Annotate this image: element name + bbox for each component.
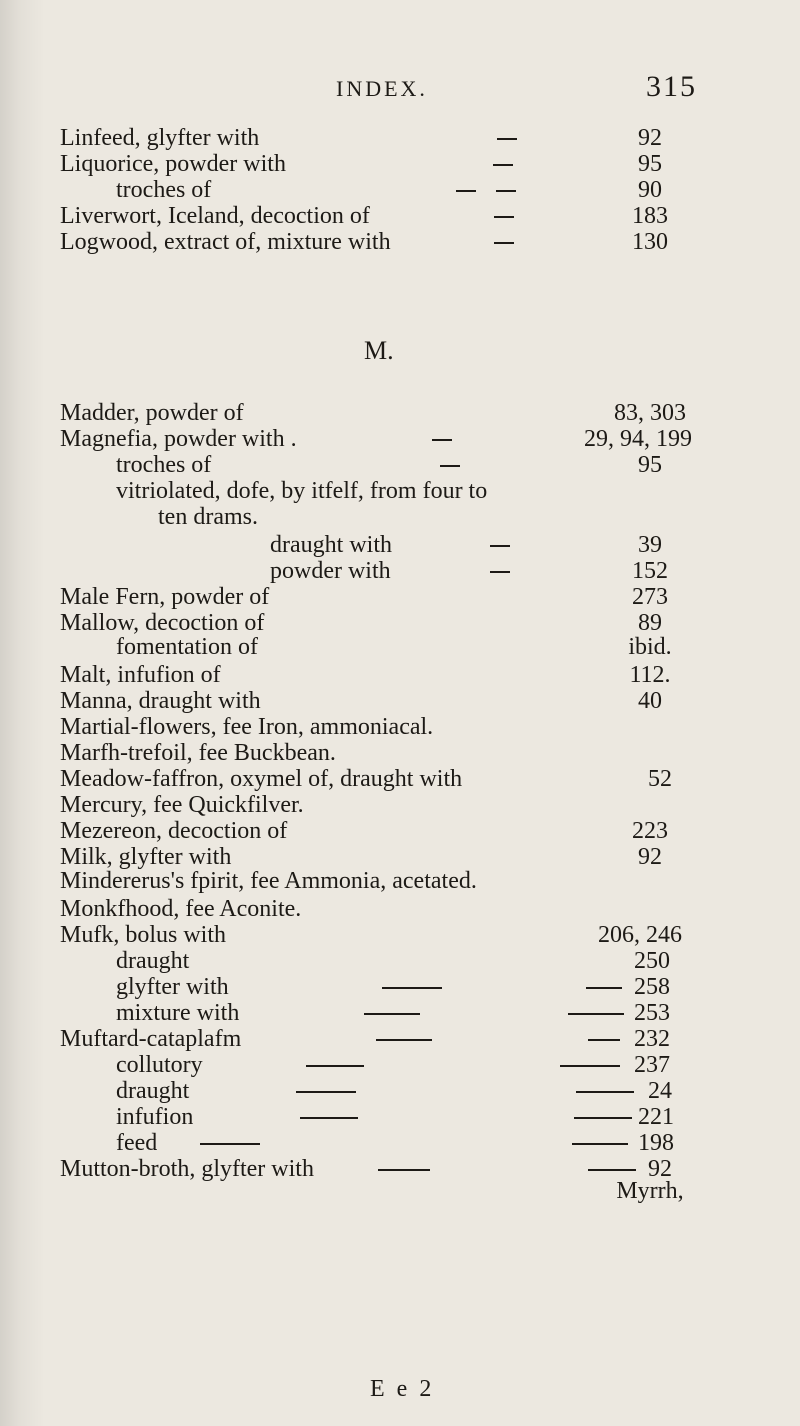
entry-text: Milk, glyfter with (60, 844, 232, 870)
entry-text: draught (116, 948, 190, 974)
page-reference: 39 (638, 532, 662, 558)
page-number: 315 (646, 70, 697, 103)
index-entry (0, 866, 800, 896)
entry-text: infufion (116, 1104, 194, 1130)
leader-dash (200, 1143, 260, 1145)
page-reference: 237 (634, 1052, 670, 1078)
entry-text: Madder, powder of (60, 400, 244, 426)
page-reference: 206, 246 (598, 922, 682, 948)
leader-dash (364, 1013, 420, 1015)
page-reference: 90 (638, 177, 662, 203)
page-reference: ibid. (628, 634, 672, 660)
page-reference: 232 (634, 1026, 670, 1052)
page-reference: 92 (648, 1156, 672, 1182)
page-reference: 152 (632, 558, 668, 584)
entry-text: glyfter with (116, 974, 229, 1000)
leader-dash (376, 1039, 432, 1041)
entry-text: Male Fern, powder of (60, 584, 270, 610)
entry-text: vitriolated, dofe, by itfelf, from four to (116, 478, 488, 504)
entry-text: fomentation of (116, 634, 258, 660)
page-reference: 198 (638, 1130, 674, 1156)
entry-text: Mutton-broth, glyfter with (60, 1156, 314, 1182)
entry-text: Manna, draught with (60, 688, 261, 714)
entry-text: Liverwort, Iceland, decoction of (60, 203, 370, 229)
entry-text: troches of (116, 177, 212, 203)
page-reference: 89 (638, 610, 662, 636)
entry-text: Monkfhood, fee Aconite. (60, 896, 302, 922)
index-entry (0, 632, 800, 662)
page-reference: 29, 94, 199 (584, 426, 692, 452)
signature-mark: E e 2 (370, 1376, 435, 1402)
page-reference: 92 (638, 844, 662, 870)
entry-text: Meadow-faffron, oxymel of, draught with (60, 766, 463, 792)
leader-dash (382, 987, 442, 989)
index-entry (0, 227, 800, 257)
leader-dash (490, 571, 510, 573)
leader-dash (432, 439, 452, 441)
leader-dash (497, 138, 517, 140)
leader-dash (490, 545, 510, 547)
page-reference: 40 (638, 688, 662, 714)
leader-dash (494, 216, 514, 218)
leader-dash (494, 242, 514, 244)
leader-dash (493, 164, 513, 166)
entry-text: draught with (270, 532, 392, 558)
page-reference: 223 (632, 818, 668, 844)
entry-text: Marfh-trefoil, fee Buckbean. (60, 740, 336, 766)
leader-dash (456, 190, 476, 192)
page-reference: 95 (638, 452, 662, 478)
page-reference: 112. (629, 662, 671, 688)
entry-text: Mezereon, decoction of (60, 818, 288, 844)
entry-text: collutory (116, 1052, 203, 1078)
entry-text: draught (116, 1078, 190, 1104)
leader-dash (300, 1117, 358, 1119)
entry-text: Mallow, decoction of (60, 610, 265, 636)
entry-text: Mufk, bolus with (60, 922, 227, 948)
leader-dash (296, 1091, 356, 1093)
catchword-line (0, 1176, 800, 1206)
entry-text: mixture with (116, 1000, 240, 1026)
entry-text: powder with (270, 558, 391, 584)
leader-dash (496, 190, 516, 192)
index-entry (0, 502, 800, 532)
entry-text: ten drams. (158, 504, 258, 530)
entry-text: Magnefia, powder with . (60, 426, 297, 452)
entry-text: Martial-flowers, fee Iron, ammoniacal. (60, 714, 434, 740)
page-reference: 95 (638, 151, 662, 177)
page-reference: 273 (632, 584, 668, 610)
leader-dash (306, 1065, 364, 1067)
entry-text: troches of (116, 452, 212, 478)
running-head: INDEX. (336, 76, 428, 101)
entry-text: Malt, infufion of (60, 662, 221, 688)
page-reference: 253 (634, 1000, 670, 1026)
catchword: Myrrh, (616, 1178, 684, 1204)
page-reference: 52 (648, 766, 672, 792)
entry-text: Logwood, extract of, mixture with (60, 229, 391, 255)
entry-text: Liquorice, powder with (60, 151, 286, 177)
entry-text: Muftard-cataplafm (60, 1026, 242, 1052)
page-reference: 221 (638, 1104, 674, 1130)
page-reference: 130 (632, 229, 668, 255)
page-reference: 92 (638, 125, 662, 151)
entry-text: Mindererus's fpirit, fee Ammonia, acetated. (60, 868, 477, 894)
page-reference: 250 (634, 948, 670, 974)
entry-text: Linfeed, glyfter with (60, 125, 260, 151)
leader-dash (440, 465, 460, 467)
page-reference: 24 (648, 1078, 672, 1104)
page-reference: 83, 303 (614, 400, 686, 426)
section-heading: M. (364, 336, 394, 365)
page-reference: 258 (634, 974, 670, 1000)
entry-text: Mercury, fee Quickfilver. (60, 792, 304, 818)
leader-dash (378, 1169, 430, 1171)
entry-text: feed (116, 1130, 158, 1156)
page-reference: 183 (632, 203, 668, 229)
